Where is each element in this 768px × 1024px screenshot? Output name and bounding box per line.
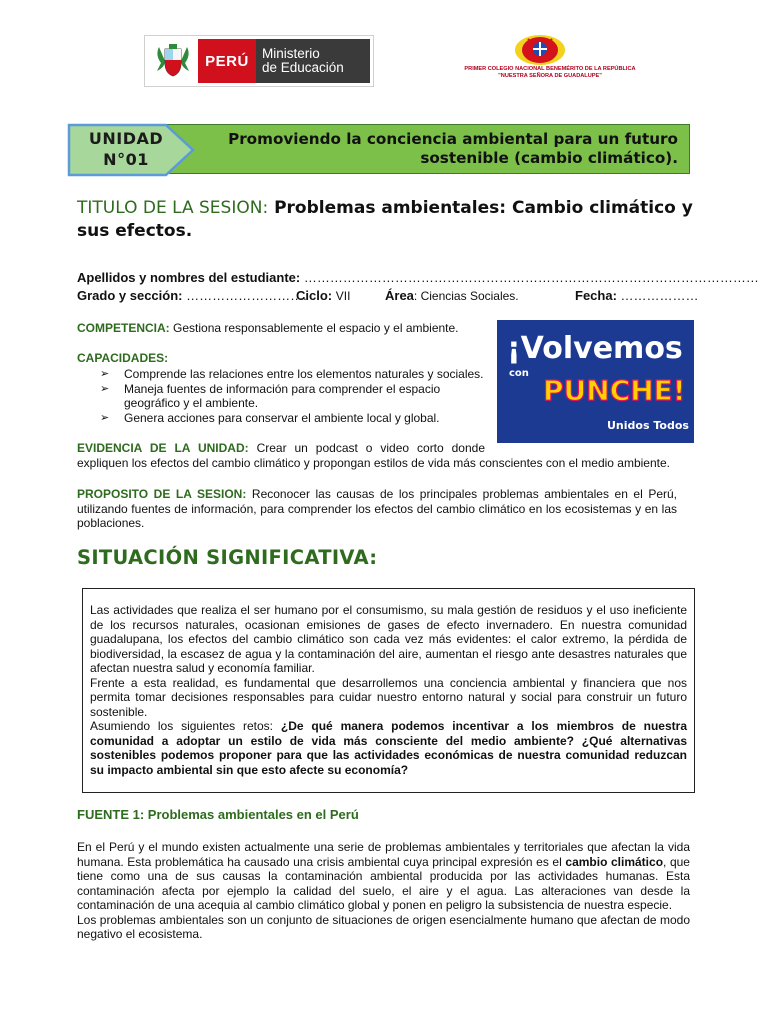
ministry-name: Ministerio de Educación	[256, 39, 370, 83]
poster-line1: ¡Volvemos	[507, 331, 683, 366]
evidencia-text-cont: expliquen los efectos del cambio climático y propongan estilos de vida más conscientes con el medio ambiente.	[77, 455, 670, 470]
name-field[interactable]: ……………………………………………………………………………………………	[303, 270, 759, 285]
grade-label: Grado y sección:	[77, 288, 183, 303]
evidencia-label: EVIDENCIA DE LA UNIDAD:	[77, 441, 249, 455]
situacion-title: SITUACIÓN SIGNIFICATIVA:	[77, 546, 378, 569]
session-title	[77, 197, 697, 243]
fuente1-p1: En el Perú y el mundo existen actualmente una serie de problemas ambientales y territoriales que afectan la vida humana. Esta problemática ha causado una crisis ambiental cuya principal expresión es el cambio climático, que tiene como una de sus causas la contaminación ambiental producida por las actividades humanas. Esta contaminación afecta por ejemplo la calidad del suelo, el aire y el agua. Las alteraciones van desde la contaminación de una acequia al cambio climático global y ponen en peligro la subsistencia de nuestra especie.	[77, 840, 690, 912]
arrow-bullet-icon: ➢	[100, 368, 110, 380]
session-title-text: Problemas ambientales: Cambio climático y sus efectos.	[77, 198, 693, 241]
name-label: Apellidos y nombres del estudiante:	[77, 270, 301, 285]
cycle-group	[296, 287, 350, 305]
poster-line4: Unidos Todos	[607, 419, 689, 432]
school-crest-icon	[514, 34, 566, 66]
fuente1-p2: Los problemas ambientales son un conjunto de situaciones de origen esencialmente humano que afectan de modo negativo el ecosistema.	[77, 912, 690, 941]
grade-group	[77, 287, 307, 305]
fuente1-body	[77, 840, 690, 942]
situacion-box	[82, 588, 695, 793]
area-label: Área	[385, 288, 414, 303]
area-group	[385, 287, 519, 305]
name-row	[77, 269, 759, 287]
unit-label: UNIDAD N°01	[88, 129, 164, 169]
competencia-label: COMPETENCIA:	[77, 321, 170, 335]
list-item: ➢ Comprende las relaciones entre los elementos naturales y sociales.	[100, 367, 484, 381]
situacion-p1: Las actividades que realiza el ser humano por el consumismo, su mala gestión de residuos y el uso ineficiente de los recursos naturales, ocasionan emisiones de gases de efecto invernadero. En nuestra comunidad guadalupana, los efectos del cambio climático son cada vez más evidentes: el calor extremo, la pérdida de biodiversidad, la escasez de agua y la contaminación del aire, aumentan el riesgo ante desastres naturales que afectan nuestra salud y economía familiar.	[90, 603, 687, 675]
evidencia-text: Crear un podcast o video corto donde	[256, 441, 486, 455]
date-group	[575, 287, 699, 305]
poster-line2: con	[509, 368, 529, 379]
poster-graphic	[497, 320, 694, 443]
cycle-value: VII	[335, 289, 351, 303]
grade-row	[77, 287, 699, 305]
situacion-p3: Asumiendo los siguientes retos: ¿De qué manera podemos incentivar a los miembros de nuestra comunidad a adoptar un estilo de vida más consciente del medio ambiente? ¿Qué alternativas sostenibles podemos proponer para que las actividades económicas de nuestra comunidad reduzcan su impacto ambiental sin que esto afecte su economía?	[90, 719, 687, 777]
proposito-label: PROPOSITO DE LA SESION:	[77, 487, 247, 501]
proposito-text: Reconocer las causas de los principales problemas ambientales en el Perú, utilizando fuentes de información, para comprender los efectos del cambio climático en los ecosistemas y en las poblaciones.	[77, 487, 677, 530]
competencia	[77, 321, 497, 336]
competencia-text: Gestiona responsablemente el espacio y el ambiente.	[173, 321, 459, 335]
grade-field[interactable]: ……………………….	[186, 288, 307, 303]
date-label: Fecha:	[575, 288, 617, 303]
student-fields	[77, 269, 759, 305]
school-name: PRIMER COLEGIO NACIONAL BENEMÉRITO DE LA REPÚBLICA "NUESTRA SEÑORA DE GUADALUPE"	[464, 66, 636, 79]
arrow-bullet-icon: ➢	[100, 382, 110, 395]
ministry-logo	[144, 35, 374, 87]
session-title-label: TITULO DE LA SESION:	[77, 198, 269, 218]
volvemos-con-punche-poster	[497, 320, 694, 443]
capacidades-list	[100, 367, 490, 425]
area-value: : Ciencias Sociales.	[413, 289, 519, 303]
date-field[interactable]: ………………	[620, 288, 699, 303]
poster-line3: PUNCHE!	[543, 374, 686, 407]
situacion-retos: ¿De qué manera podemos incentivar a los miembros de nuestra comunidad a adoptar un estilo de vida más consciente del medio ambiente? ¿Qué alternativas sostenibles podemos proponer para que las actividades económicas de nuestra comunidad reduzcan su impacto ambiental sin que esto afecte su economía?	[90, 719, 687, 777]
cycle-label: Ciclo:	[296, 288, 333, 303]
peru-shield-icon	[148, 39, 198, 83]
situacion-p2: Frente a esta realidad, es fundamental que desarrollemos una conciencia ambiental y financiera que nos permita tomar decisiones responsables para cuidar nuestro entorno natural y social para construir un futuro sostenible.	[90, 675, 687, 719]
proposito	[77, 487, 677, 531]
unit-title: Promoviendo la conciencia ambiental para un futuro sostenible (cambio climático).	[228, 130, 678, 167]
fuente1-title: FUENTE 1: Problemas ambientales en el Perú	[77, 807, 359, 822]
arrow-bullet-icon: ➢	[100, 411, 110, 424]
peru-label: PERÚ	[198, 39, 256, 83]
list-item: ➢ Genera acciones para conservar el ambiente local y global.	[100, 410, 440, 425]
capacidades-label: CAPACIDADES:	[77, 351, 169, 365]
list-item: ➢ Maneja fuentes de información para comprender el espacio geográfico y el ambiente.	[100, 381, 441, 410]
evidencia	[77, 441, 677, 470]
